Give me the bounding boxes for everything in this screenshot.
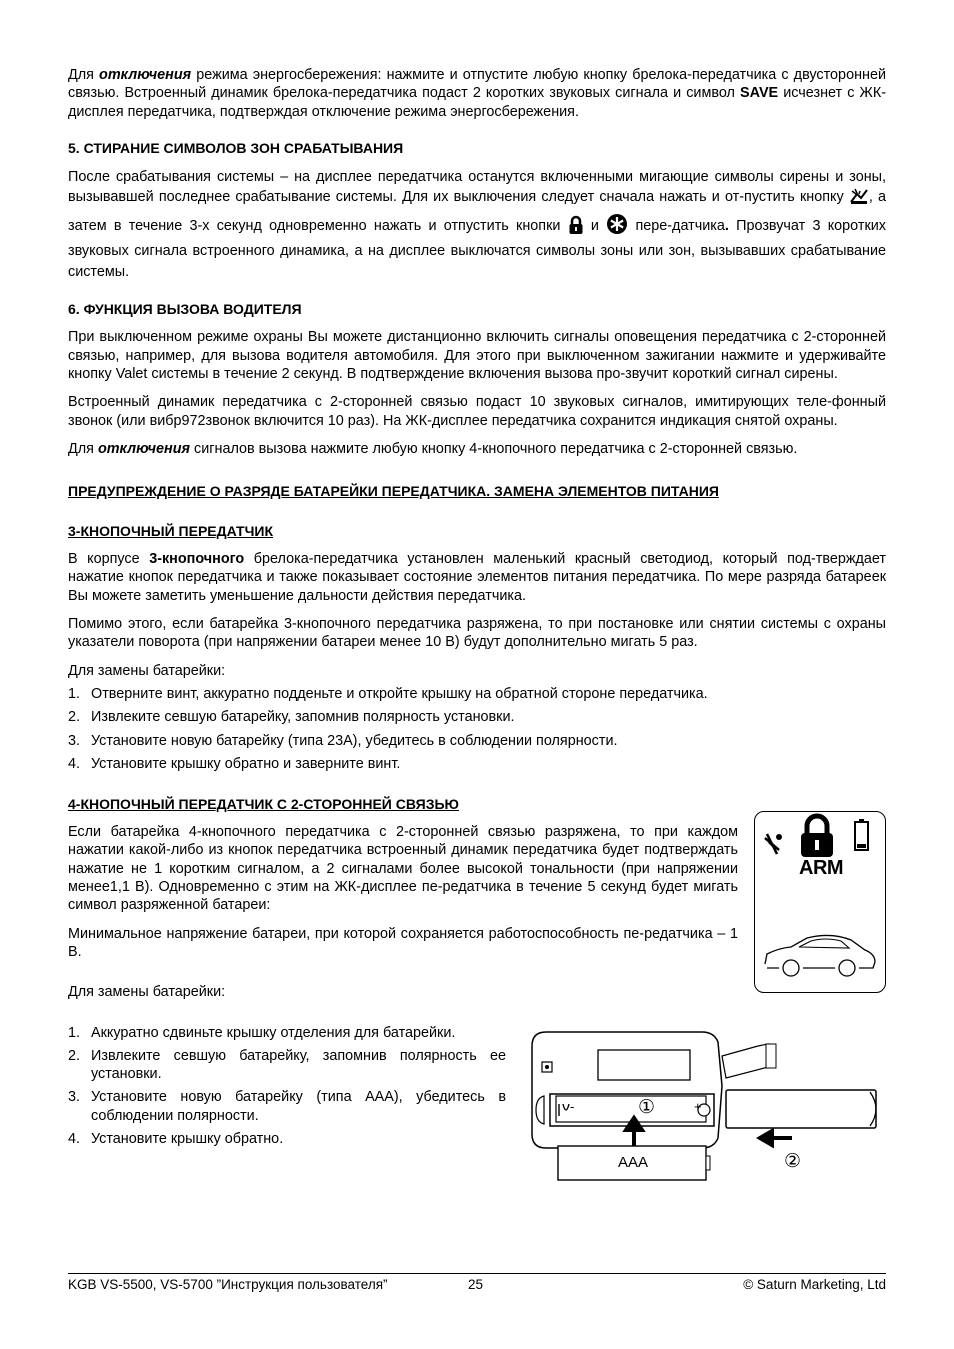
four-button-paragraph-2: Минимальное напряжение батареи, при которой сохраняется работоспособность пе-редатчика – 1 В.: [68, 925, 738, 960]
step-number: 3.: [68, 1089, 81, 1106]
step-1-marker: ①: [638, 1096, 656, 1118]
text: Для: [68, 440, 98, 457]
lock-icon: [801, 816, 833, 857]
lcd-display-figure: [754, 811, 886, 993]
four-button-title: 4-КНОПОЧНЫЙ ПЕРЕДАТЧИК С 2-СТОРОННЕЙ СВЯЗЬЮ: [68, 796, 459, 813]
three-button-steps: [68, 685, 886, 773]
list-item: [68, 685, 886, 703]
four-button-block: [68, 823, 886, 1011]
step-number: 4.: [68, 1131, 81, 1147]
text: После срабатывания системы – на дисплее передатчика останутся включенными мигающие символы сирены и зоны, вызывавшей последнее срабатывание системы. Для их выключения следует сначала нажать и от-пустить кнопку: [68, 168, 886, 206]
four-button-paragraph-1: Если батарейка 4-кнопочного передатчика с 2-сторонней связью разряжена, то при каждом нажатии какой-либо из кнопок передатчика встроенный динамик передатчика будет подтверждать нажатие не 1 коротким сигналом, а 2 сигналами более высокой тональности (при напряжении менее1,1 В). Одновременно с этим на ЖК-дисплее пе-редатчика в течение 5 секунд будет мигать символ разряженной батареи:: [68, 824, 738, 914]
step-text: Установите новую батарейку (типа ААА), убедитесь в соблюдении полярности.: [91, 1089, 506, 1124]
text: сигналов вызова нажмите любую кнопку 4-кнопочного передатчика с 2-сторонней связью.: [190, 440, 798, 457]
arm-label: ARM: [799, 857, 844, 880]
step-number: 2.: [68, 1047, 81, 1064]
text: .: [724, 217, 729, 234]
step-text: Установите новую батарейку (типа 23А), убедитесь в соблюдении полярности.: [91, 732, 618, 749]
list-item: [68, 1047, 506, 1084]
footer-document-title: KGB VS-5500, VS-5700 ”Инструкция пользователя”: [68, 1277, 388, 1292]
siren-icon: [765, 834, 782, 854]
list-item: [68, 732, 886, 750]
intro-paragraph: [68, 66, 886, 121]
emphasis: отключения: [97, 440, 191, 457]
list-item: [68, 755, 886, 773]
three-button-paragraph-3: Для замены батарейки:: [68, 662, 226, 679]
text: , а затем в течение 3-х секунд одновременно нажать и отпустить кнопки: [68, 189, 887, 234]
three-button-paragraph-1: [68, 550, 886, 605]
page-content: [68, 66, 886, 1186]
three-button-paragraph-2: Помимо этого, если батарейка 3-кнопочного передатчика разряжена, то при постановке или снятии системы с охраны указатели поворота (при напряжении батареи менее 10 В) будут дополнительно мигать 5 раз.: [68, 616, 886, 651]
footer-copyright: © Saturn Marketing, Ltd: [743, 1277, 886, 1292]
text: брелока-передатчика установлен маленький красный светодиод, который под-тверждает нажатие кнопок передатчика и также показывает состояние элементов питания передатчика. По мере разряда батареек Вы можете заметить уменьшение дальности действия передатчика.: [68, 551, 887, 604]
emphasis: отключения: [99, 67, 192, 83]
car-icon: [765, 936, 875, 977]
list-item: [68, 1088, 506, 1125]
step-text: Аккуратно сдвиньте крышку отделения для батарейки.: [91, 1024, 456, 1041]
text: Прозвучат 3 коротких звуковых сигнала встроенного динамика, а на дисплее выключатся символы зоны или зон, вызывавших срабатывание системы.: [68, 217, 886, 280]
asterisk-button-icon: [606, 213, 628, 242]
strong-text: 3-кнопочного: [149, 551, 245, 568]
lock-button-icon: [568, 215, 584, 242]
lcd-icons: [755, 812, 885, 992]
battery-replacement-figure: [522, 1026, 886, 1186]
text: режима энергосбережения: нажмите и отпустите любую кнопку брелока-передатчика с двусторонней связью. Встроенный динамик брелока-передатчика подаст 2 коротких звуковых сигнала и символ: [68, 67, 887, 102]
text: исчезнет с ЖК-дисплея передатчика, подтверждая отключение режима энергосбережения.: [68, 85, 886, 120]
four-button-paragraph-3: Для замены батарейки:: [68, 984, 226, 1001]
warning-title: ПРЕДУПРЕЖДЕНИЕ О РАЗРЯДЕ БАТАРЕЙКИ ПЕРЕДАТЧИКА. ЗАМЕНА ЭЛЕМЕНТОВ ПИТАНИЯ: [68, 483, 719, 500]
step-text: Извлеките севшую батарейку, запомнив полярность ее установки.: [91, 1047, 506, 1083]
step-text: Отверните винт, аккуратно подденьте и откройте крышку на обратной стороне передатчика.: [91, 685, 708, 702]
step-number: 2.: [68, 709, 81, 726]
step-2-marker: ②: [784, 1150, 802, 1172]
step-number: 4.: [68, 755, 81, 772]
low-battery-icon: [855, 819, 868, 850]
four-button-text: [68, 823, 738, 1011]
section-6-paragraph-1: При выключенном режиме охраны Вы можете дистанционно включить сигналы оповещения передатчика с 2-сторонней связью, например, для вызова водителя автомобиля. Для этого при выключенном зажигании нажмите и удерживайте кнопку Valet системы в течение 2 секунд. В подтверждение включения вызова про-звучит короткий сигнал сирены.: [68, 329, 886, 382]
text: В корпусе: [68, 551, 150, 568]
step-number: 1.: [68, 685, 81, 702]
section-5-title: 5. СТИРАНИЕ СИМВОЛОВ ЗОН СРАБАТЫВАНИЯ: [68, 139, 404, 156]
siren-button-icon: [849, 188, 869, 213]
save-symbol-text: SAVE: [740, 85, 779, 102]
three-button-title: 3-КНОПОЧНЫЙ ПЕРЕДАТЧИК: [68, 523, 274, 540]
four-button-replacement: [68, 1024, 886, 1186]
battery-minus: -: [570, 1098, 575, 1114]
page-footer: [68, 1273, 886, 1292]
step-number: 3.: [68, 732, 81, 749]
page-number: 25: [468, 1277, 484, 1292]
section-6-title: 6. ФУНКЦИЯ ВЫЗОВА ВОДИТЕЛЯ: [68, 301, 302, 318]
list-item: [68, 708, 886, 726]
text: и: [583, 217, 607, 234]
text: Для: [68, 67, 100, 83]
step-text: Извлеките севшую батарейку, запомнив полярность установки.: [91, 709, 515, 726]
aaa-battery-label: AAA: [618, 1153, 649, 1171]
section-6-paragraph-3: [68, 440, 886, 458]
step-number: 1.: [68, 1024, 81, 1041]
four-button-steps: [68, 1024, 506, 1186]
step-text: Установите крышку обратно и заверните винт.: [91, 755, 401, 772]
step-text: Установите крышку обратно.: [91, 1131, 284, 1147]
section-5-paragraph: [68, 167, 886, 283]
section-6-paragraph-2: Встроенный динамик передатчика с 2-сторонней связью подаст 10 звуковых сигналов, имитирующих теле-фонный звонок (или вибр972звонок включится 10 раз). На ЖК-дисплее передатчика сохранится индикация снятой охраны.: [68, 394, 886, 429]
list-item: [68, 1130, 506, 1148]
transmitter-drawing: [522, 1026, 886, 1186]
battery-plus: +: [694, 1098, 702, 1114]
text: пере-датчика: [628, 217, 725, 234]
list-item: [68, 1024, 506, 1042]
